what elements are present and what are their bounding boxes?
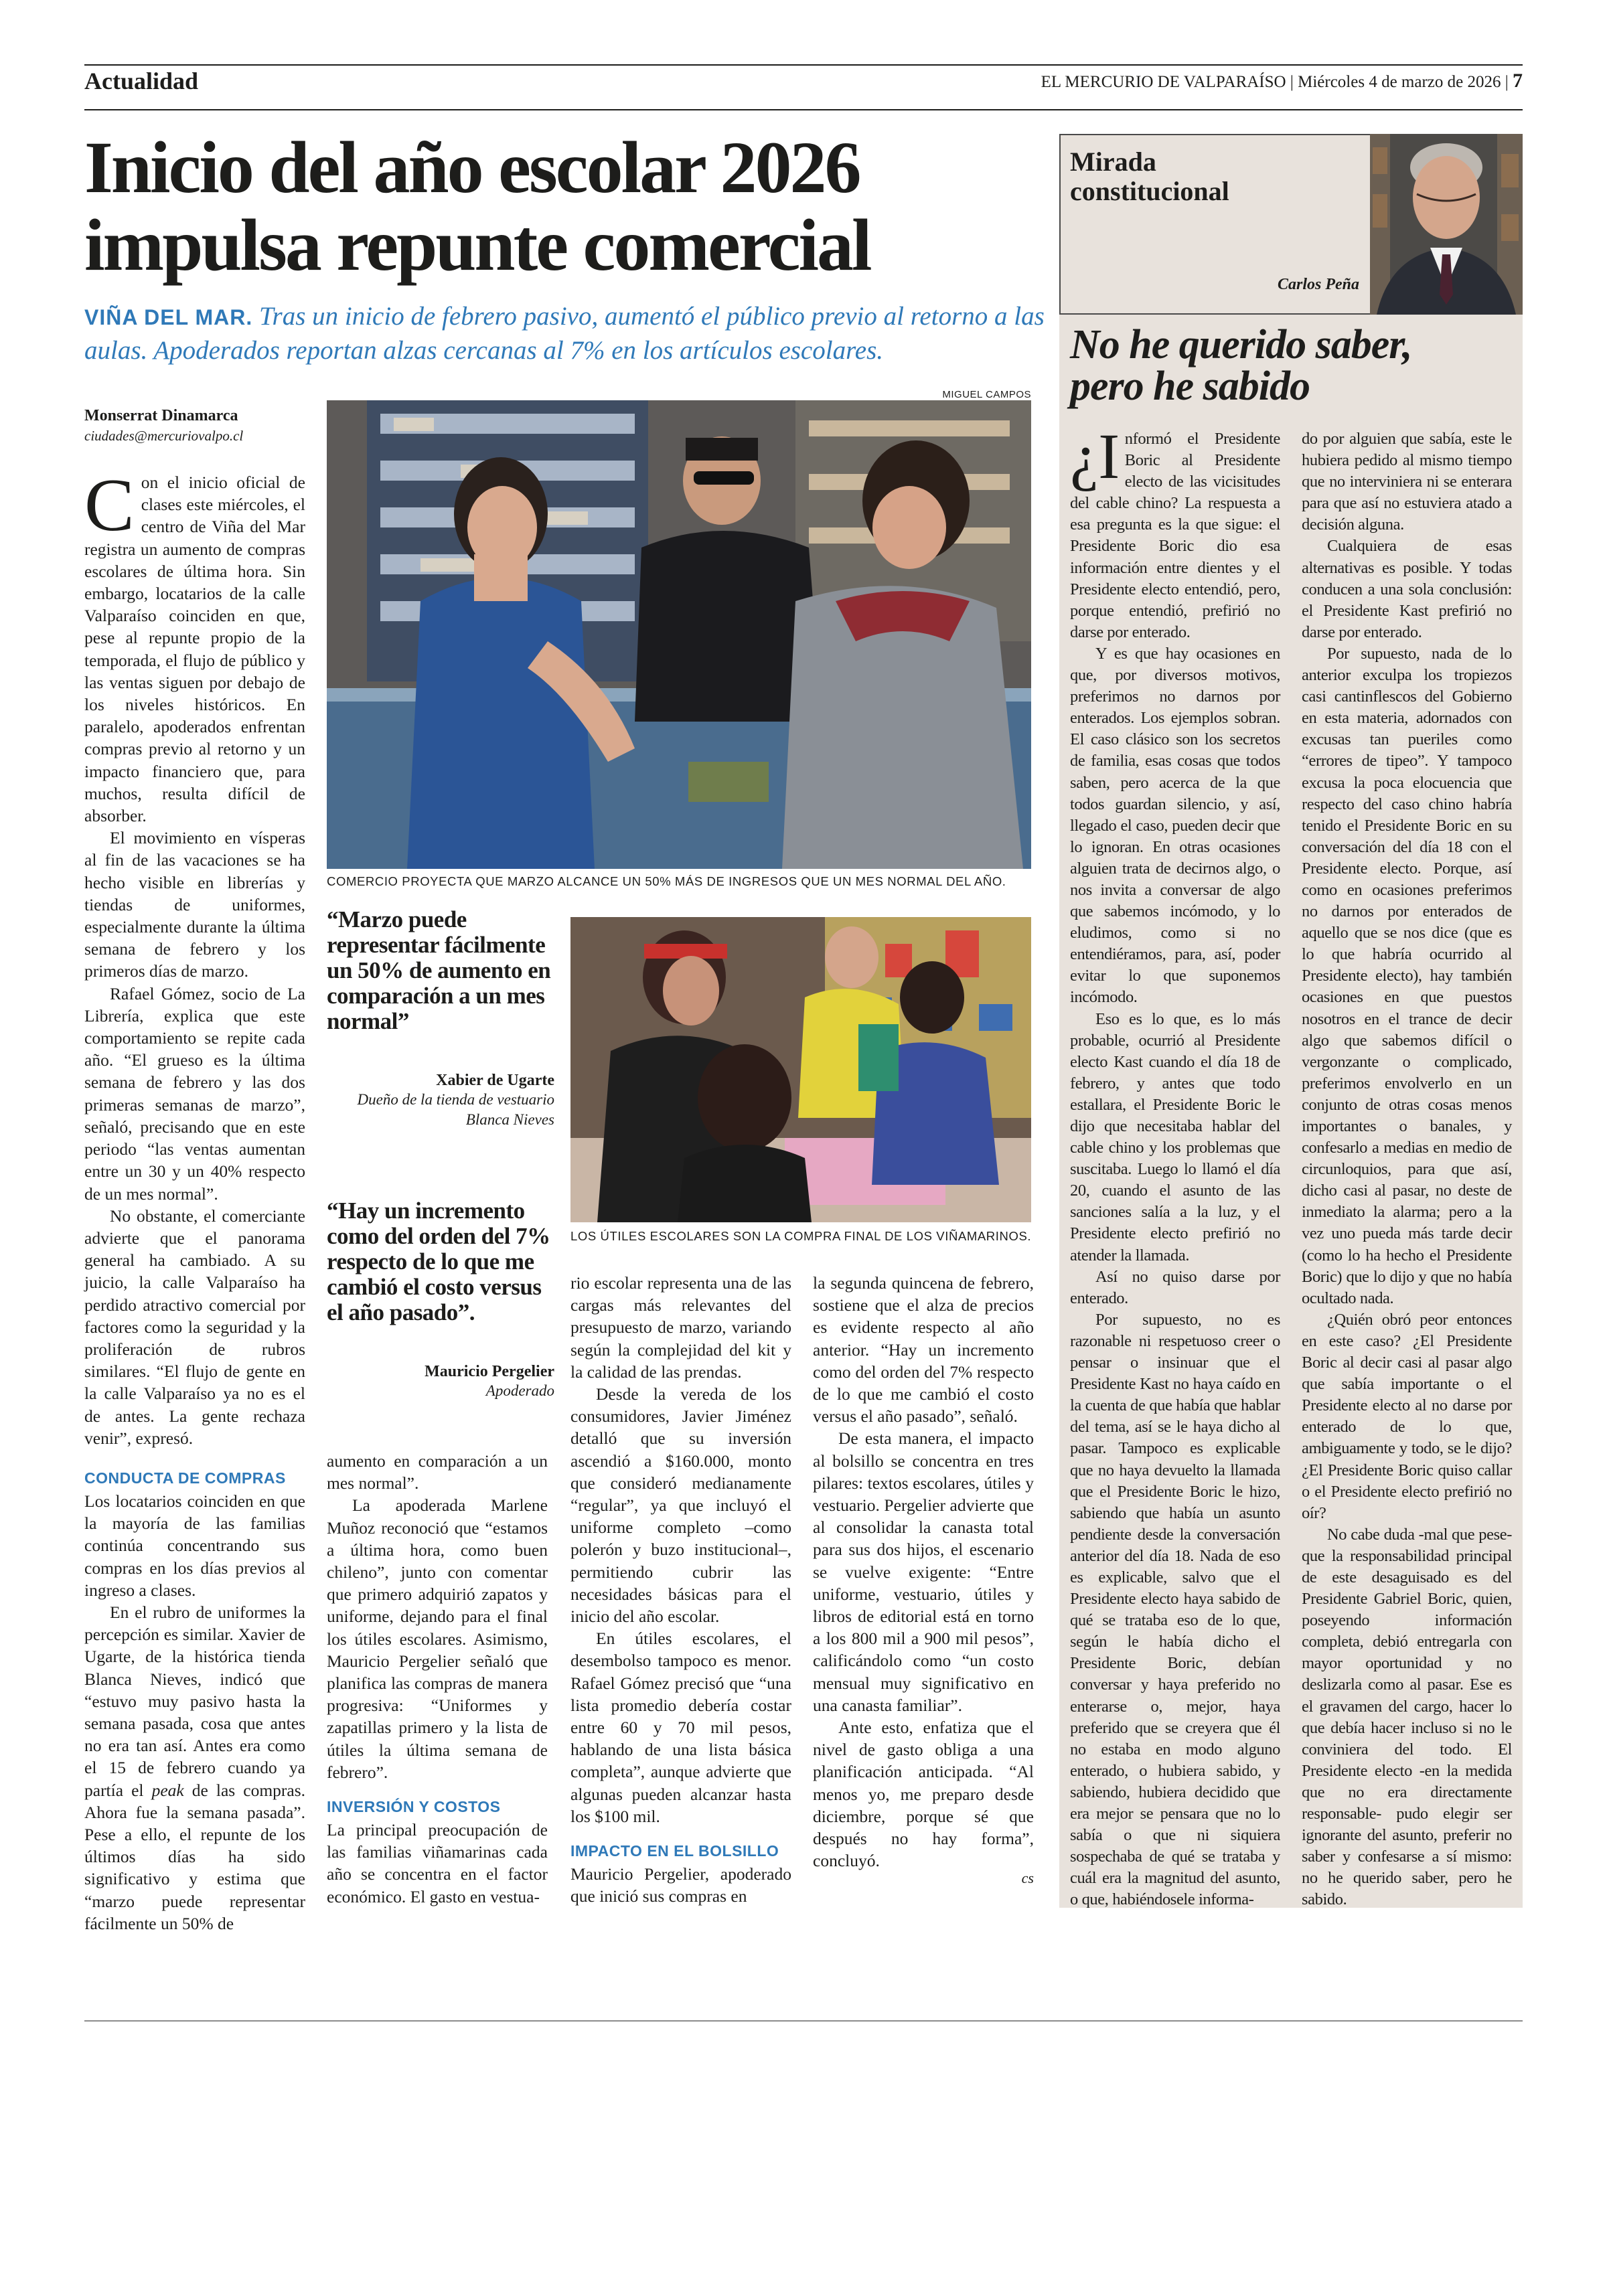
article-paragraph: Desde la vereda de los consumidores, Javier Jiménez detalló que su inversión ascendió a $160.000, monto que consideró medianamente “regular”, ya que incluyó el uniforme completo –como polerón y buzo institucional–, permitiendo cubrir las necesidades básicas para el inicio del año escolar. [570, 1384, 791, 1627]
photo-school-supplies-illustration [570, 917, 1031, 1222]
article-column-2 [327, 1450, 548, 1908]
opinion-paragraph: Por supuesto, no es razonable ni respetuoso creer o pensar o insinuar que el Presidente Kast no haya caído en la cuenta de que había que hablar del tema, así se le haya dicho al pasar. Tampoco es explicable que no haya devuelto la llamada que el Presidente Boric le hizo, sabiendo que había un asunto pendiente desde la conversación anterior del día 18. Nada de eso es explicable, salvo que el Presidente electo haya sabido de qué se trataba eso de lo que, según le había dicho el Presidente Boric, debían conversar y haya preferido no enterarse o, mejor, haya preferido que se creyera que él no estaba en modo alguno enterado, o hubiera sabido, y sabiendo, hubiera decidido que era mejor se pensara que no lo sabía o que ni siquiera sospechaba de qué se trataba y cuál era la magnitud del asunto, o que, habiéndosele informa- [1070, 1310, 1280, 1909]
opinion-paragraph: Así no quiso darse por enterado. [1070, 1267, 1280, 1307]
pull-quote-role: Dueño de la tienda de vestuario Blanca Nieves [357, 1091, 554, 1128]
opinion-headline-line-1: No he querido saber, [1070, 322, 1412, 367]
page-header-meta [1041, 70, 1523, 92]
header-separator: | [1290, 73, 1298, 91]
headline [84, 129, 1062, 284]
author-name: Monserrat Dinamarca [84, 407, 238, 424]
location-tag: VIÑA DEL MAR. [84, 305, 253, 329]
subheading-inversion: INVERSIÓN Y COSTOS [327, 1798, 501, 1816]
article-paragraph: El movimiento en vísperas al fin de las vacaciones se ha hecho visible en librerías y tiendas de uniformes, especialmente durante la última semana de febrero y los primeros días de marzo. [84, 828, 305, 981]
article-paragraph: Mauricio Pergelier, apoderado que inició sus compras en [570, 1864, 791, 1906]
deck [84, 300, 1049, 367]
opinion-headline-line-2: pero he sabido [1070, 363, 1310, 409]
opinion-paragraph [1070, 420, 1280, 643]
issue-date: Miércoles 4 de marzo de 2026 [1298, 73, 1501, 91]
opinion-paragraph: Por supuesto, nada de lo anterior exculpa los tropiezos casi cantinflescos del Gobierno en esta materia, adornados con excusas tan pueriles como “errores de tipeo”. Y tampoco excusa la poca elocuencia que respecto del caso chino habría tenido el Presidente Boric en su conversación del día 18 con el Presidente electo. Porque, así como en ocasiones preferimos no darnos por enterados de aquello que se nos dice (que es lo que habría ocurrido al Presidente electo), hay también ocasiones en que puestos nosotros en el trance de decir algo que sabemos difícil o vergonzante o complicado, preferimos envolverlo en un conjunto de otras cosas menos importantes o banales, y confesarlo a medias en medio de circunloquios, para que así, dicho casi al pasar, no deste de inmediato la alarma; pero a la vez uno pueda más tarde decir (como lo ha hecho el Presidente Boric) que lo dijo y que no había ocultado nada. [1302, 644, 1512, 1307]
photo-uniform-store-illustration [327, 400, 1031, 869]
pull-quote-text: “Marzo puede representar fácilmente un 50% de aumento en comparación a un mes normal” [327, 906, 551, 1034]
article-paragraph: aumento en comparación a un mes normal”. [327, 1451, 548, 1493]
pull-quote-role: Apoderado [485, 1382, 554, 1399]
header-separator: | [1505, 73, 1513, 91]
byline [84, 407, 305, 444]
article-paragraph: Rafael Gómez, socio de La Librería, explica que este comportamiento se repite cada año. “El grueso es la última semana de febrero y las dos primeras semanas de marzo”, señaló, precisando que en este periodo “las ventas aumentan entre un 30 y un 40% respecto de un mes normal”. [84, 983, 305, 1204]
pull-quote-name: Mauricio Pergelier [425, 1363, 554, 1380]
opinion-dropcap: ¿I [1070, 420, 1120, 492]
author-portrait-illustration [1370, 134, 1523, 315]
end-mark: cs [1021, 1870, 1034, 1887]
page-number: 7 [1513, 70, 1523, 92]
opinion-headline [1070, 324, 1512, 407]
opinion-column-left [1070, 420, 1280, 1910]
article-paragraph: La principal preocupación de las familias viñamarinas cada año se concentra en el factor económico. El gasto en vestua- [327, 1820, 548, 1906]
pull-quote-1 [327, 907, 554, 1130]
photo-uniform-store [327, 400, 1031, 869]
author-email[interactable]: ciudades@mercuriovalpo.cl [84, 428, 244, 444]
opinion-paragraph: Cualquiera de esas alternativas es posible. Y todas conducen a una sola conclusión: el Presidente Kast prefirió no darse por enterado. [1302, 537, 1512, 641]
subheading-impacto: IMPACTO EN EL BOLSILLO [570, 1842, 779, 1860]
column-title-line-2: constitucional [1070, 176, 1229, 206]
subheading-conducta: CONDUCTA DE COMPRAS [84, 1469, 286, 1487]
top-rule [84, 64, 1523, 66]
opinion-paragraph: Eso es lo que, es lo más probable, ocurrió al Presidente electo Kast cuando el día 18 de febrero, y antes que todo estallara, el Presidente Boric le dijo que necesitaba hablar del cable chino y los problemas que suscitaba. Luego lo llamó el día 20, cuando el asunto de las sanciones salía a la luz, y el Presidente electo prefirió no atender la llamada. [1070, 1009, 1280, 1264]
header-rule [84, 109, 1523, 110]
opinion-column-right [1302, 428, 1512, 1910]
dropcap: C [84, 464, 135, 547]
article-paragraph: Ante esto, enfatiza que el nivel de gasto obliga a una planificación anticipada. “Al menos yo, me preparo desde diciembre, porque sé que después no hay forma”, concluyó. [813, 1718, 1034, 1871]
headline-line-1: Inicio del año escolar 2026 [84, 127, 860, 208]
paragraph-text: de las compras. Ahora fue la semana pasada”. Pese a ello, el repunte de los últimos días ha sido significativo y estima que “marzo puede representar fácilmente un 50% de [84, 1780, 306, 1933]
paragraph-text: on el inicio oficial de clases este miércoles, el centro de Viña del Mar registra un aumento de compras escolares de última hora. Sin embargo, locatarios de la calle Valparaíso coinciden en que, pese al repunte propio de la temporada, el flujo de público y las ventas siguen por debajo de los niveles históricos. En paralelo, apoderados enfrentan compras previo al retorno y un impacto financiero que, para muchos, resulta difícil de absorber. [84, 473, 305, 826]
article-paragraph: En útiles escolares, el desembolso tampoco es menor. Rafael Gómez precisó que “una lista promedio debería costar entre 60 y 70 mil pesos, hablando de una lista básica completa”, aunque advierte que algunas pueden alcanzar hasta los $100 mil. [570, 1629, 791, 1826]
opinion-paragraph: Y es que hay ocasiones en que, por diversos motivos, preferimos no darnos por enterados. Los ejemplos sobran. El caso clásico son los secretos de familia, esas cosas que todos saben, pero acerca de la que todos guardan silencio, y así, llegado el caso, pueden decir que lo ignoran. En otras ocasiones alguien trata de decirnos algo, o nos invita a conversar de algo que sabemos incómodo, y lo eludimos, como si no entendiéramos, para, así, poder evitar lo que suponemos incómodo. [1070, 644, 1280, 1007]
article-column-3 [570, 1272, 791, 1907]
bottom-rule [84, 2020, 1523, 2022]
pull-quote-name: Xabier de Ugarte [436, 1072, 554, 1089]
article-paragraph [84, 464, 305, 827]
author-portrait [1370, 134, 1523, 315]
article-paragraph: La apoderada Marlene Muñoz reconoció que “estamos a última hora, como buen chileno”, junto con comentar que primero adquirió zapatos y uniforme, dejando para el final los útiles escolares. Asimismo, Mauricio Pergelier señaló que planifica las compras de manera progresiva: “Uniformes y zapatillas primero y la lista de útiles la última semana de febrero”. [327, 1495, 548, 1782]
article-column-4 [813, 1272, 1034, 1886]
photo-credit: MIGUEL CAMPOS [942, 389, 1031, 400]
paragraph-text: nformó el Presidente Boric al Presidente electo de las vicisitudes del cable chino? La respuesta a esa pregunta es la que sigue: el Presidente Boric dio esa información entre dientes y el Presidente electo entendió, pero, porque entendió, prefirió no darse por enterado. [1070, 430, 1280, 641]
photo-school-supplies-caption: LOS ÚTILES ESCOLARES SON LA COMPRA FINAL DE LOS VIÑAMARINOS. [570, 1229, 1032, 1243]
opinion-paragraph: do por alguien que sabía, este le hubiera pedido al mismo tiempo que no interviniera ni se enterara para que así no estuviera atado a decisión alguna. [1302, 430, 1512, 534]
headline-line-2: impulsa repunte comercial [84, 204, 870, 286]
pull-quote-2 [327, 1198, 554, 1401]
opinion-paragraph: ¿Quién obró peor entonces en este caso? ¿El Presidente Boric al decir casi al pasar algo que sabía importante o el Presidente electo al no darse por enterado de lo que, ambiguamente y todo, se le dijo? ¿El Presidente Boric quiso callar o el Presidente electo prefirió no oír? [1302, 1310, 1512, 1522]
deck-text: Tras un inicio de febrero pasivo, aumentó el público previo al retorno a las aulas. Apoderados reportan alzas cercanas al 7% en los artículos escolares. [84, 302, 1045, 365]
article-paragraph [84, 1601, 305, 1935]
article-paragraph: Los locatarios coinciden en que la mayoría de las familias continúa concentrando sus compras en los días previos al ingreso a clases. [84, 1491, 305, 1600]
paragraph-text: En el rubro de uniformes la percepción es similar. Xavier de Ugarte, de la histórica tienda Blanca Nieves, indicó que “estuvo muy pasivo hasta la semana pasada, cosa que antes no era tan así. Antes era como el 15 de febrero cuando ya partía el [84, 1602, 305, 1800]
article-column-1 [84, 464, 306, 1935]
section-label: Actualidad [84, 68, 199, 94]
article-paragraph: la segunda quincena de febrero, sostiene que el alza de precios es evidente respecto al año anterior. “Hay un incremento como del orden del 7% respecto de lo que me cambió el costo versus el año pasado”, señaló. [813, 1273, 1034, 1426]
photo-uniform-store-caption: COMERCIO PROYECTA QUE MARZO ALCANCE UN 50% MÁS DE INGRESOS QUE UN MES NORMAL DEL AÑO. [327, 874, 1006, 888]
opinion-paragraph: No cabe duda -mal que pese- que la responsabilidad principal de este desaguisado es del Presidente Gabriel Boric, quien, poseyendo información completa, debió entregarla con mayor oportunidad y no deslizarla como al pasar. Ese es el gravamen del cargo, hacer lo que debía hacer incluso si no le conviniera del todo. El Presidente electo -en la medida que no era directamente responsable- pudo elegir ser ignorante del asunto, preferir no saber y confesarse a sí mismo: no he querido saber, pero he sabido. [1302, 1525, 1512, 1909]
article-paragraph: rio escolar representa una de las cargas más relevantes del presupuesto de marzo, variando según la complejidad del kit y la calidad de las prendas. [570, 1273, 791, 1382]
pull-quote-text: “Hay un incremento como del orden del 7% respecto de lo que me cambió el costo versus el año pasado”. [327, 1198, 550, 1325]
opinion-author: Carlos Peña [1277, 276, 1359, 293]
newspaper-name: EL MERCURIO DE VALPARAÍSO [1041, 73, 1286, 91]
opinion-column-title [1070, 147, 1229, 206]
column-title-line-1: Mirada [1070, 147, 1156, 177]
article-paragraph: No obstante, el comerciante advierte que el panorama general ha cambiado. A su juicio, la calle Valparaíso ha perdido atractivo comercial por factores como la seguridad y la proliferación de rubros similares. “El flujo de gente en la calle Valparaíso ya no es el de antes. La gente rechaza venir”, expresó. [84, 1206, 305, 1448]
photo-school-supplies [570, 917, 1031, 1222]
article-paragraph: De esta manera, el impacto al bolsillo se concentra en tres pilares: textos escolares, útiles y vestuario. Pergelier advierte que al consolidar la canasta total para sus dos hijos, el escenario se vuelve exigente: “Entre uniforme, vestuario, útiles y libros de editorial está en torno a los 800 mil a 900 mil pesos”, calificándolo como “un costo mensual muy significativo en una canasta familiar”. [813, 1428, 1034, 1715]
paragraph-emphasis: peak [151, 1780, 184, 1800]
